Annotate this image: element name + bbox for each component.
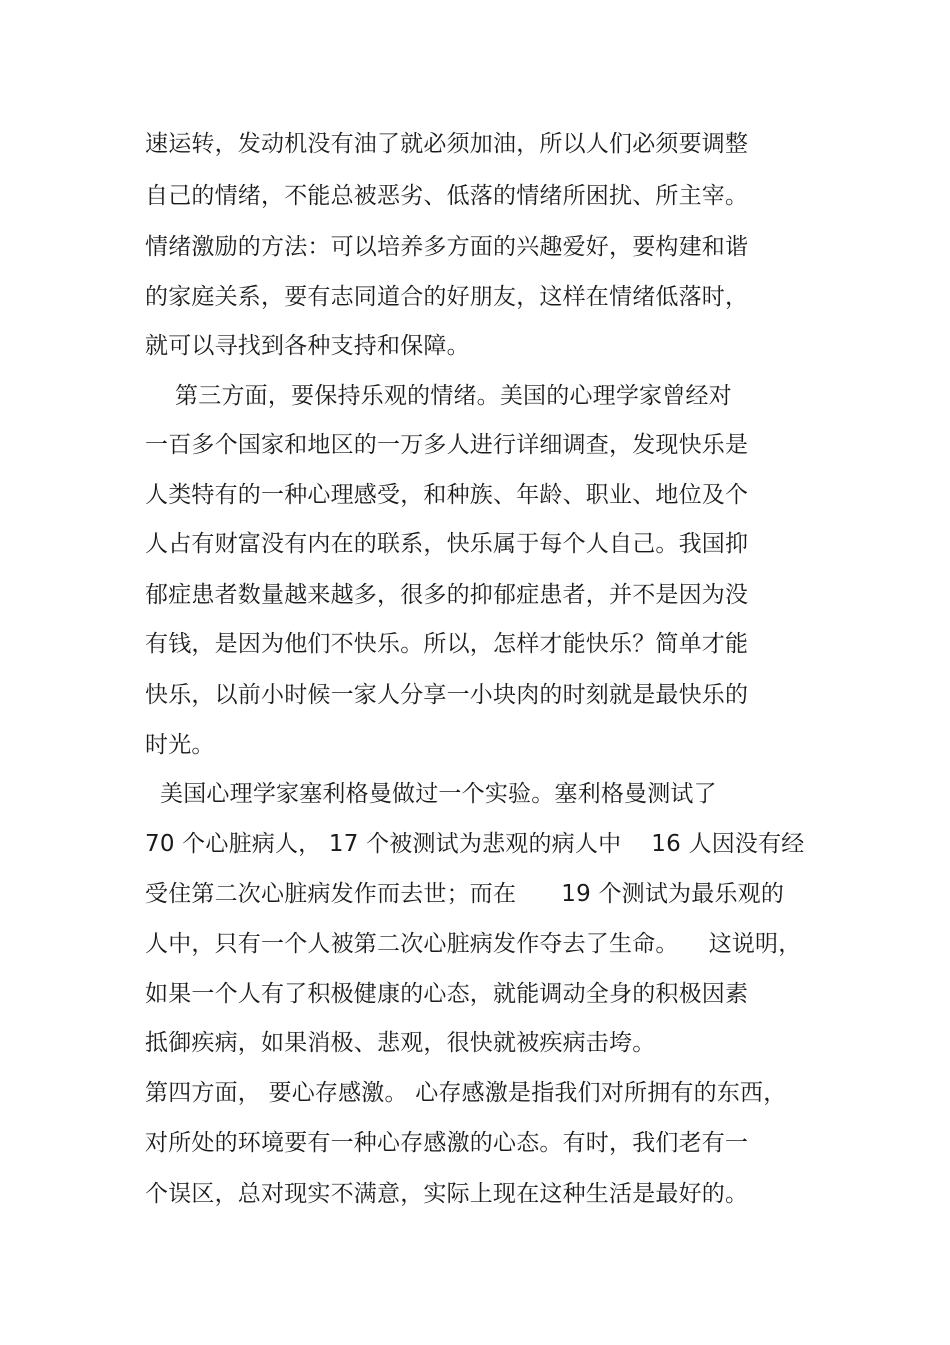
text-line: 快乐，以前小时候一家人分享一小块肉的时刻就是最快乐的: [145, 682, 749, 708]
text-line: 一百多个国家和地区的一万多人进行详细调查，发现快乐是: [145, 432, 749, 458]
text-line: 时光。: [145, 732, 215, 758]
text-line: 人类特有的一种心理感受，和种族、年龄、职业、地位及个: [145, 482, 749, 508]
text-line: 情绪激励的方法：可以培养多方面的兴趣爱好，要构建和谐: [145, 234, 749, 260]
text-line: 70 个心脏病人， 17 个被测试为悲观的病人中 16 人因没有经: [145, 831, 805, 857]
text-line: 对所处的环境要有一种心存感激的心态。有时，我们老有一: [145, 1130, 749, 1156]
text-line: 人中，只有一个人被第二次心脏病发作夺去了生命。 这说明，: [145, 931, 802, 957]
text-line: 第三方面，要保持乐观的情绪。美国的心理学家曾经对: [145, 383, 732, 409]
text-line: 郁症患者数量越来越多，很多的抑郁症患者，并不是因为没: [145, 582, 749, 608]
text-line: 如果一个人有了积极健康的心态，就能调动全身的积极因素: [145, 981, 749, 1007]
text-line: 受住第二次心脏病发作而去世；而在 19 个测试为最乐观的: [145, 881, 785, 907]
text-line: 美国心理学家塞利格曼做过一个实验。塞利格曼测试了: [145, 781, 717, 807]
text-line: 抵御疾病，如果消极、悲观，很快就被疾病击垮。: [145, 1030, 656, 1056]
text-line: 第四方面， 要心存感激。 心存感激是指我们对所拥有的东西，: [145, 1080, 787, 1106]
text-line: 个误区，总对现实不满意，实际上现在这种生活是最好的。: [145, 1181, 749, 1207]
text-line: 有钱，是因为他们不快乐。所以，怎样才能快乐？简单才能: [145, 631, 749, 657]
text-line: 人占有财富没有内在的联系，快乐属于每个人自己。我国抑: [145, 531, 749, 557]
text-line: 就可以寻找到各种支持和保障。: [145, 333, 470, 359]
text-line: 自己的情绪，不能总被恶劣、低落的情绪所困扰、所主宰。: [145, 183, 749, 209]
text-line: 速运转，发动机没有油了就必须加油，所以人们必须要调整: [145, 131, 749, 157]
text-line: 的家庭关系，要有志同道合的好朋友，这样在情绪低落时，: [145, 284, 749, 310]
